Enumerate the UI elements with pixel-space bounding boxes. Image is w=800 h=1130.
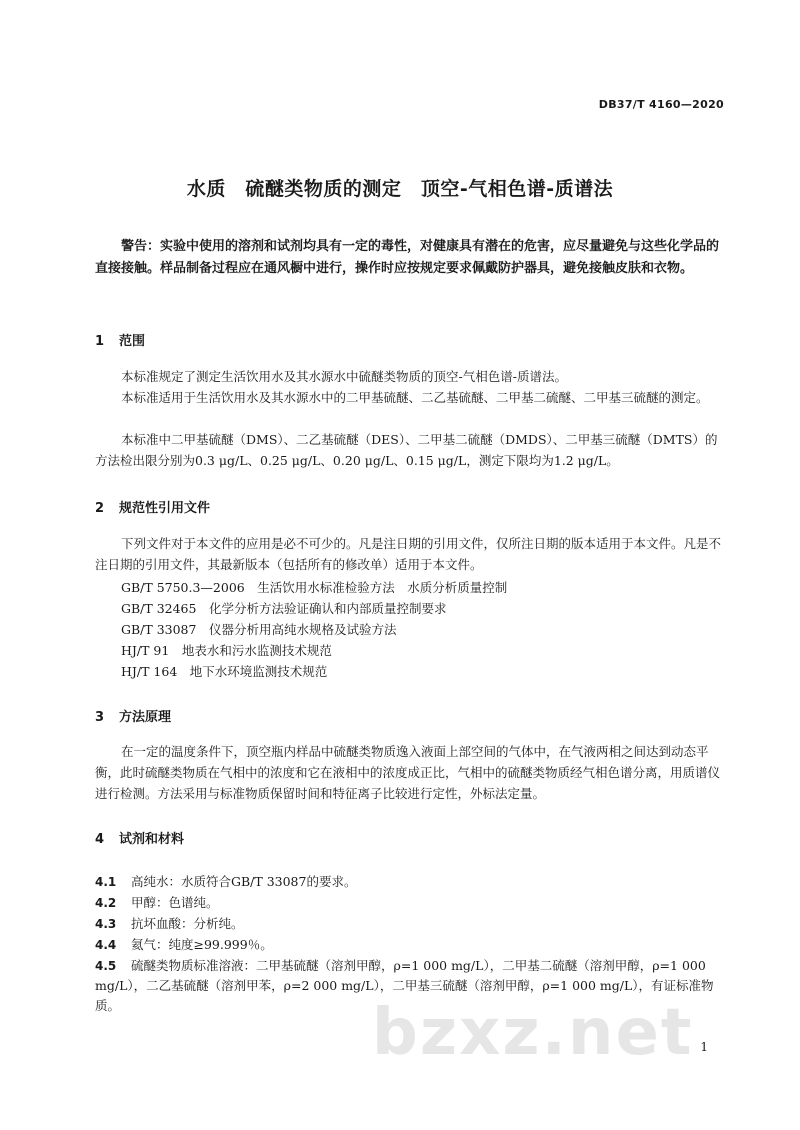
reference-item: GB/T 33087 仪器分析用高纯水规格及试验方法 xyxy=(121,622,397,637)
reagent-item xyxy=(95,935,725,955)
item-number: 4.2 xyxy=(95,896,117,910)
scope-paragraph-2: 本标准适用于生活饮用水及其水源水中的二甲基硫醚、二乙基硫醚、二甲基二硫醚、二甲基三硫醚的测定。 xyxy=(121,390,709,405)
item-number: 4.5 xyxy=(95,959,117,973)
reference-item: HJ/T 164 地下水环境监测技术规范 xyxy=(121,664,328,679)
reagent-item xyxy=(95,872,725,892)
item-number: 4.1 xyxy=(95,875,117,889)
section-title: 试剂和材料 xyxy=(119,832,185,847)
section-3-heading xyxy=(95,706,171,725)
item-text: 抗坏血酸：分析纯。 xyxy=(131,916,244,931)
reference-item: HJ/T 91 地表水和污水监测技术规范 xyxy=(121,643,332,658)
item-text: 硫醚类物质标准溶液：二甲基硫醚（溶剂甲醇，ρ=1 000 mg/L），二甲基二硫醚（溶剂甲醇，ρ=1 000 mg/L），二乙基硫醚（溶剂甲苯，ρ=2 000 mg/L），二甲基三硫醚（溶剂甲醇，ρ=1 000 mg/L），有证标准物质。 xyxy=(95,958,714,1013)
reference-item: GB/T 32465 化学分析方法验证确认和内部质量控制要求 xyxy=(121,601,447,616)
reference-item: GB/T 5750.3—2006 生活饮用水标准检验方法 水质分析质量控制 xyxy=(121,580,508,595)
document-title: 水质 硫醚类物质的测定 顶空-气相色谱-质谱法 xyxy=(186,178,614,200)
section-number: 4 xyxy=(95,832,105,847)
item-number: 4.4 xyxy=(95,938,117,952)
item-text: 高纯水：水质符合GB/T 33087的要求。 xyxy=(131,874,357,889)
standard-code: DB37/T 4160—2020 xyxy=(598,98,724,111)
section-2-heading xyxy=(95,497,210,516)
item-number: 4.3 xyxy=(95,917,117,931)
principle-paragraph: 在一定的温度条件下，顶空瓶内样品中硫醚类物质逸入液面上部空间的气体中，在气液两相之间达到动态平衡，此时硫醚类物质在气相中的浓度和它在液相中的浓度成正比，气相中的硫醚类物质经气相色谱分离，用质谱仪进行检测。方法采用与标准物质保留时间和特征离子比较进行定性，外标法定量。 xyxy=(95,744,721,801)
scope-paragraph-1: 本标准规定了测定生活饮用水及其水源水中硫醚类物质的顶空-气相色谱-质谱法。 xyxy=(121,369,567,384)
page-number: 1 xyxy=(700,1040,708,1054)
section-number: 2 xyxy=(95,501,105,516)
section-4-heading xyxy=(95,828,184,847)
section-title: 规范性引用文件 xyxy=(119,501,211,516)
item-text: 甲醇：色谱纯。 xyxy=(131,895,219,910)
reagent-item xyxy=(95,914,725,934)
normative-intro: 下列文件对于本文件的应用是必不可少的。凡是注日期的引用文件，仅所注日期的版本适用于本文件。凡是不注日期的引用文件，其最新版本（包括所有的修改单）适用于本文件。 xyxy=(95,536,722,572)
section-number: 3 xyxy=(95,710,105,725)
section-title: 方法原理 xyxy=(119,710,172,725)
section-number: 1 xyxy=(95,334,105,349)
section-title: 范围 xyxy=(119,334,146,349)
watermark: bzxz.net xyxy=(372,996,694,1070)
warning-paragraph: 警告：实验中使用的溶剂和试剂均具有一定的毒性，对健康具有潜在的危害，应尽量避免与这些化学品的直接接触。样品制备过程应在通风橱中进行，操作时应按规定要求佩戴防护器具，避免接触皮肤和衣物。 xyxy=(95,239,720,276)
item-text: 氦气：纯度≥99.999％。 xyxy=(131,937,273,952)
scope-paragraph-3: 本标准中二甲基硫醚（DMS）、二乙基硫醚（DES）、二甲基二硫醚（DMDS）、二甲基三硫醚（DMTS）的方法检出限分别为0.3 μg/L、0.25 μg/L、0.20 μg/L、0.15 μg/L，测定下限均为1.2 μg/L。 xyxy=(95,432,718,468)
reagent-item xyxy=(95,893,725,913)
section-1-heading xyxy=(95,330,145,349)
